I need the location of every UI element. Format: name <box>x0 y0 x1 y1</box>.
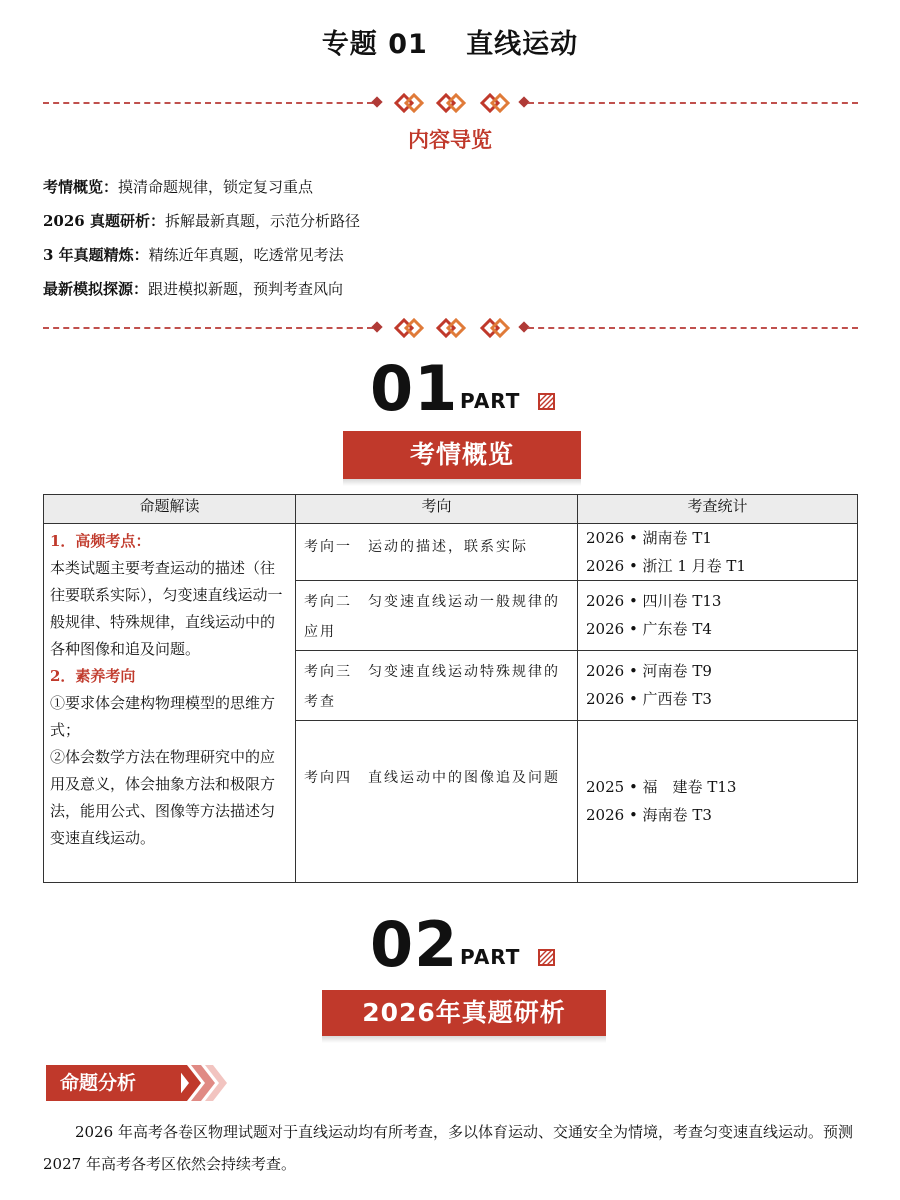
stats-text: 2026 • 广东卷 T4 <box>586 620 712 638</box>
stats-text: 2026 • 河南卷 T9 <box>586 662 712 680</box>
guide-item <box>43 243 863 277</box>
table-header-row <box>44 495 858 524</box>
chevron-arrow-icon <box>175 1065 231 1101</box>
interpretation-cell <box>44 524 296 883</box>
stats-cell <box>578 581 858 651</box>
part-heading <box>0 352 900 436</box>
guide-item <box>43 175 863 209</box>
part-word: PART <box>460 389 521 413</box>
diamond-knot-icon <box>388 91 518 115</box>
guide-list <box>43 175 863 311</box>
interpretation-text: ①要求体会建构物理模型的思维方式； <box>50 694 276 739</box>
interpretation-text: 本类试题主要考查运动的描述（往往要联系实际），匀变速直线运动一般规律、特殊规律，直线运动中的各种图像和追及问题。 <box>50 559 283 658</box>
divider-dash-right <box>528 102 858 104</box>
guide-title: 内容导览 <box>408 128 492 152</box>
divider-dash-left <box>43 102 373 104</box>
direction-cell <box>296 721 578 883</box>
stats-cell <box>578 651 858 721</box>
page-title: 专题 01 直线运动 <box>321 29 579 60</box>
exam-table <box>43 494 858 883</box>
stats-text: 2026 • 浙江 1 月卷 T1 <box>586 557 746 575</box>
section-divider <box>43 316 858 340</box>
column-header: 命题解读 <box>44 495 296 524</box>
part-heading <box>0 908 900 992</box>
guide-item-text: 拆解最新真题，示范分析路径 <box>164 212 360 230</box>
guide-item-key: 最新模拟探源： <box>43 280 149 298</box>
analysis-paragraph: 2026 年高考各卷区物理试题对于直线运动均有所考查，多以体育运动、交通安全为情境，考查匀变速直线运动。预测 2027 年高考各考区依然会持续考查。 <box>43 1123 853 1173</box>
interpretation-text: ②体会数学方法在物理研究中的应用及意义，体会抽象方法和极限方法，能用公式、图像等方法描述匀变速直线运动。 <box>50 748 276 847</box>
stats-text: 2026 • 四川卷 T13 <box>586 592 722 610</box>
stats-cell <box>578 524 858 581</box>
hatched-square-icon <box>538 393 555 410</box>
interpretation-heading: 2．素养考向 <box>50 667 136 685</box>
divider-dash-right <box>528 327 858 329</box>
guide-item-text: 摸清命题规律，锁定复习重点 <box>118 178 314 196</box>
divider-dash-left <box>43 327 373 329</box>
guide-item-key: 考情概览： <box>43 178 119 196</box>
guide-item <box>43 209 863 243</box>
direction-text: 考向一 运动的描述，联系实际 <box>304 539 528 555</box>
column-header: 考向 <box>296 495 578 524</box>
divider-diamond-icon <box>371 96 382 107</box>
direction-text: 考向二 匀变速直线运动一般规律的应用 <box>304 594 560 640</box>
guide-item-text: 跟进模拟新题，预判考查风向 <box>148 280 344 298</box>
interpretation-heading: 1．高频考点： <box>50 532 151 550</box>
analysis-badge <box>43 1062 233 1104</box>
stats-text: 2026 • 海南卷 T3 <box>586 806 712 824</box>
section-divider <box>43 91 858 115</box>
guide-item-text: 精练近年真题，吃透常见考法 <box>148 246 344 264</box>
direction-cell <box>296 581 578 651</box>
part-number: 02 <box>370 908 459 981</box>
guide-item <box>43 277 863 311</box>
stats-text: 2026 • 湖南卷 T1 <box>586 529 712 547</box>
diamond-knot-icon <box>388 316 518 340</box>
stats-cell <box>578 721 858 883</box>
section-banner: 2026年真题研析 <box>322 990 606 1036</box>
section-banner: 考情概览 <box>343 431 581 479</box>
direction-text: 考向三 匀变速直线运动特殊规律的考查 <box>304 664 560 710</box>
badge-label: 命题分析 <box>46 1065 181 1101</box>
direction-cell <box>296 524 578 581</box>
table-row <box>44 524 858 581</box>
direction-cell <box>296 651 578 721</box>
guide-item-key: 3 年真题精炼： <box>43 246 149 264</box>
part-number: 01 <box>370 352 459 425</box>
part-word: PART <box>460 945 521 969</box>
guide-item-key: 2026 真题研析： <box>43 212 165 230</box>
column-header: 考查统计 <box>578 495 858 524</box>
stats-text: 2025 • 福 建卷 T13 <box>586 778 737 796</box>
divider-diamond-icon <box>371 321 382 332</box>
hatched-square-icon <box>538 949 555 966</box>
stats-text: 2026 • 广西卷 T3 <box>586 690 712 708</box>
direction-text: 考向四 直线运动中的图像追及问题 <box>304 770 560 786</box>
